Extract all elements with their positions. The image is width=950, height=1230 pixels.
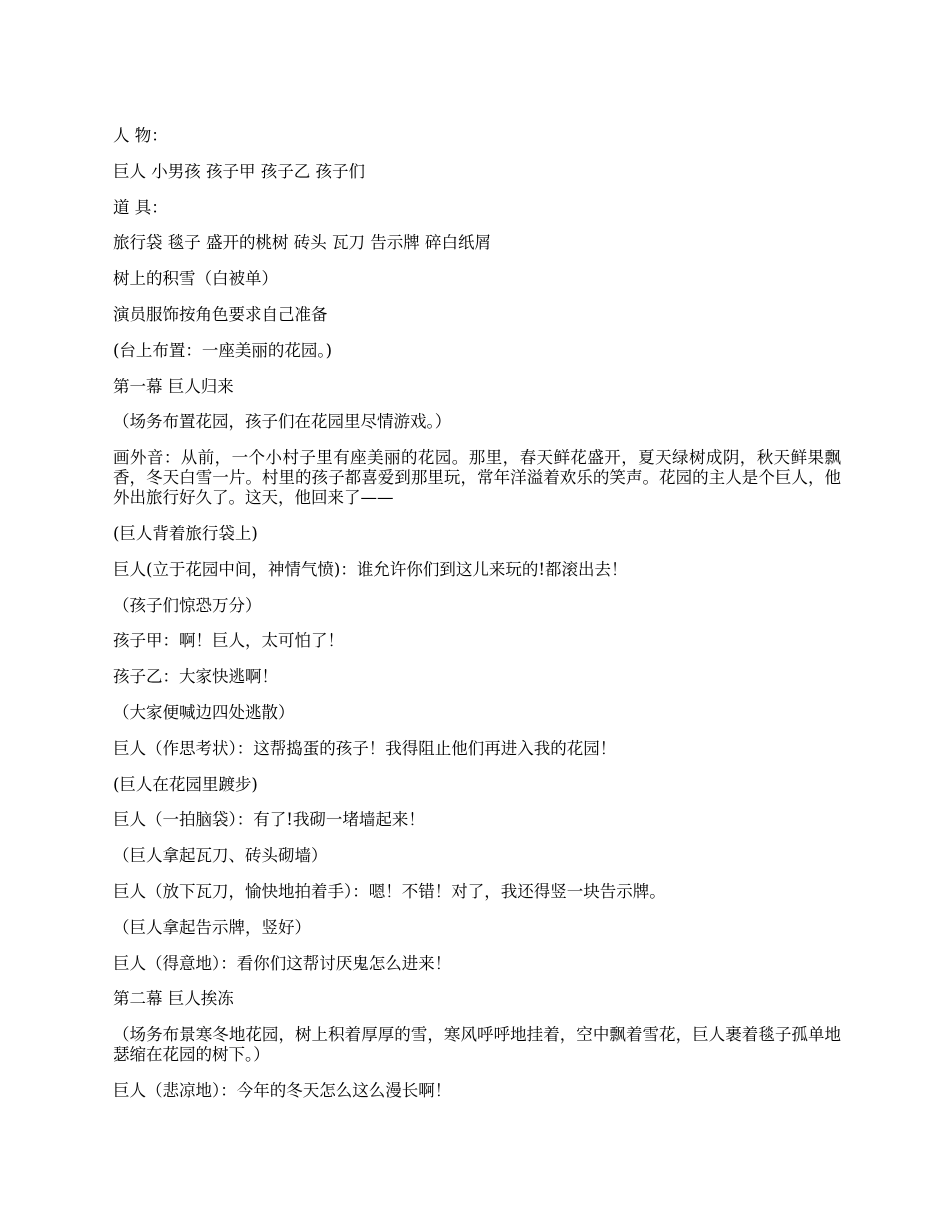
dialogue-line: 巨人（放下瓦刀，愉快地拍着手）：嗯！不错！对了，我还得竖一块告示牌。 <box>113 881 666 901</box>
stage-direction: （场务布景寒冬地花园，树上积着厚厚的雪，寒风呼呼地挂着，空中飘着雪花，巨人裹着毯子孤单地瑟缩在花园的树下。） <box>113 1025 841 1065</box>
dialogue-line: 巨人(立于花园中间，神情气愤)：谁允许你们到这儿来玩的!都滚出去！ <box>113 559 628 579</box>
costume-note: 演员服饰按角色要求自己准备 <box>113 304 328 324</box>
act-one-title: 第一幕 巨人归来 <box>113 376 234 396</box>
narration: 画外音：从前，一个小村子里有座美丽的花园。那里，春天鲜花盛开，夏天绿树成阴，秋天鲜果飘香，冬天白雪一片。村里的孩子都喜爱到那里玩，常年洋溢着欢乐的笑声。花园的主人是个巨人，他外出旅行好久了。这天，他回来了—— <box>113 448 841 508</box>
dialogue-line: 巨人（得意地）：看你们这帮讨厌鬼怎么进来！ <box>113 953 452 973</box>
act-two-title: 第二幕 巨人挨冻 <box>113 989 234 1009</box>
stage-direction: (巨人在花园里踱步) <box>113 774 258 794</box>
cast-list: 巨人 小男孩 孩子甲 孩子乙 孩子们 <box>113 161 365 181</box>
stage-direction: （场务布置花园，孩子们在花园里尽情游戏。） <box>113 412 452 432</box>
props-list: 旅行袋 毯子 盛开的桃树 砖头 瓦刀 告示牌 碎白纸屑 <box>113 233 491 253</box>
stage-direction: (巨人背着旅行袋上) <box>113 523 258 543</box>
dialogue-line: 巨人（一拍脑袋）：有了!我砌一堵墙起来！ <box>113 810 425 830</box>
props-heading: 道 具： <box>113 197 168 217</box>
stage-direction: （孩子们惊恐万分） <box>113 595 262 615</box>
props-snow: 树上的积雪（白被单） <box>113 269 278 289</box>
stage-direction: （巨人拿起告示牌，竖好） <box>113 917 311 937</box>
dialogue-line: 孩子乙：大家快逃啊！ <box>113 667 278 687</box>
stage-setup: (台上布置：一座美丽的花园。) <box>113 340 333 360</box>
script-body <box>113 126 841 1117</box>
cast-heading: 人 物： <box>113 126 168 145</box>
dialogue-line: 巨人（作思考状）：这帮捣蛋的孩子！我得阻止他们再进入我的花园！ <box>113 738 617 758</box>
stage-direction: （大家便喊边四处逃散） <box>113 702 295 722</box>
dialogue-line: 孩子甲：啊！巨人，太可怕了！ <box>113 631 344 651</box>
stage-direction: （巨人拿起瓦刀、砖头砌墙） <box>113 846 328 866</box>
dialogue-line: 巨人（悲凉地）：今年的冬天怎么这么漫长啊！ <box>113 1080 452 1100</box>
